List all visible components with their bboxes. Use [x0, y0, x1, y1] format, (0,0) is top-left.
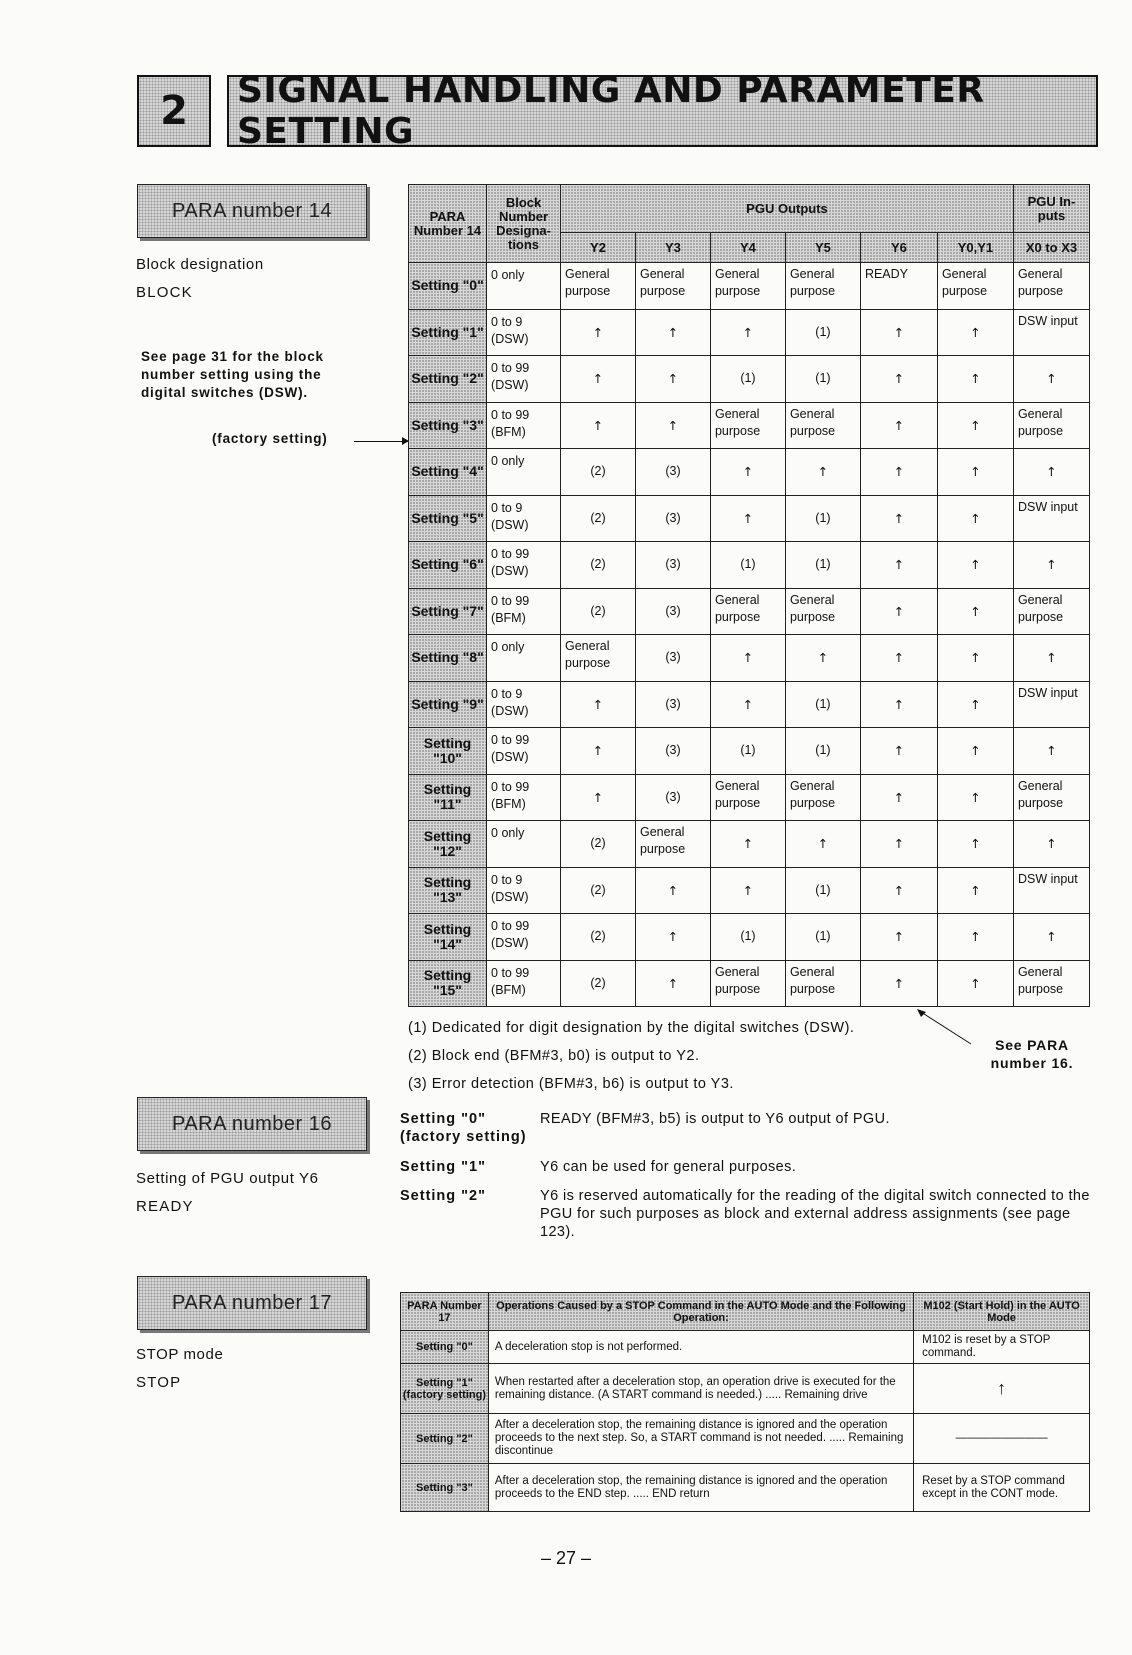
page-number: – 27 – — [540, 1548, 592, 1568]
setting-label: Setting "7" — [409, 588, 487, 635]
same-as-above-arrow-icon: ↑ — [561, 402, 636, 449]
table-row — [409, 263, 1090, 310]
same-as-above-arrow-icon: ↑ — [785, 449, 860, 496]
output-cell: (3) — [635, 681, 710, 728]
output-cell: General purpose — [785, 588, 860, 635]
para14-box — [137, 184, 367, 238]
para14-table — [408, 184, 1090, 1007]
block-range: 0 only — [487, 263, 561, 310]
output-cell: (3) — [635, 774, 710, 821]
setting-label: Setting "2" — [409, 356, 487, 403]
output-cell: General purpose — [785, 774, 860, 821]
output-cell: General purpose — [561, 263, 636, 310]
same-as-above-arrow-icon: ↑ — [1013, 728, 1089, 775]
setting-label: Setting "2" — [401, 1414, 489, 1464]
same-as-above-arrow-icon: ↑ — [1013, 449, 1089, 496]
output-cell: DSW input — [1013, 309, 1089, 356]
para17-label: STOP mode — [136, 1346, 224, 1363]
output-cell: General purpose — [710, 402, 785, 449]
column-header: Y4 — [710, 233, 785, 263]
table-row — [409, 402, 1090, 449]
para14-title: PARA number 14 — [171, 199, 333, 222]
setting-label: Setting "3" — [409, 402, 487, 449]
table-row — [409, 542, 1090, 589]
setting-label: Setting "15" — [409, 960, 487, 1007]
setting-label: Setting "0" — [409, 263, 487, 310]
same-as-above-arrow-icon: ↑ — [710, 309, 785, 356]
output-cell: (2) — [561, 821, 636, 868]
same-as-above-arrow-icon: ↑ — [785, 635, 860, 682]
table-row — [401, 1414, 1090, 1464]
output-cell: General purpose — [937, 263, 1013, 310]
block-range: 0 only — [487, 449, 561, 496]
setting-label: Setting "5" — [409, 495, 487, 542]
footnote-3: (3) Error detection (BFM#3, b6) is output to Y3. — [408, 1076, 734, 1092]
setting-label: Setting "10" — [409, 728, 487, 775]
output-cell: READY — [860, 263, 937, 310]
para17-box — [137, 1276, 367, 1330]
output-cell: (1) — [785, 356, 860, 403]
see-para-16: See PARA number 16. — [990, 1037, 1074, 1071]
t17-header-para: PARA Number 17 — [401, 1293, 489, 1331]
operation-description: When restarted after a deceleration stop, an operation drive is executed for the remaining distance. (A START command is needed.) ..... Remaining drive — [488, 1364, 913, 1414]
same-as-above-arrow-icon: ↑ — [710, 635, 785, 682]
setting-label: Setting "14" — [409, 914, 487, 961]
t17-header-m102: M102 (Start Hold) in the AUTO Mode — [914, 1293, 1090, 1331]
setting-label: Setting "1" — [409, 309, 487, 356]
same-as-above-arrow-icon: ↑ — [635, 914, 710, 961]
output-cell: (1) — [785, 867, 860, 914]
same-as-above-arrow-icon: ↑ — [1013, 356, 1089, 403]
same-as-above-arrow-icon: ↑ — [860, 449, 937, 496]
output-cell: General purpose — [710, 960, 785, 1007]
same-as-above-arrow-icon: ↑ — [914, 1364, 1090, 1414]
same-as-above-arrow-icon: ↑ — [860, 495, 937, 542]
same-as-above-arrow-icon: ↑ — [860, 681, 937, 728]
section-number: 2 — [160, 88, 188, 134]
output-cell: (1) — [710, 542, 785, 589]
header-pgu-inputs: PGU In- puts — [1013, 185, 1089, 233]
setting-label: Setting "0" — [401, 1331, 489, 1364]
same-as-above-arrow-icon: ↑ — [937, 309, 1013, 356]
header-para-number: PARA Number 14 — [409, 185, 487, 263]
same-as-above-arrow-icon: ↑ — [710, 495, 785, 542]
footnote-2: (2) Block end (BFM#3, b0) is output to Y2. — [408, 1048, 700, 1064]
same-as-above-arrow-icon: ↑ — [937, 495, 1013, 542]
table-row — [409, 681, 1090, 728]
same-as-above-arrow-icon: ↑ — [635, 867, 710, 914]
output-cell: (1) — [785, 728, 860, 775]
same-as-above-arrow-icon: ↑ — [860, 867, 937, 914]
para16-title: PARA number 16 — [171, 1112, 333, 1135]
same-as-above-arrow-icon: ↑ — [710, 681, 785, 728]
output-cell: General purpose — [785, 263, 860, 310]
output-cell: General purpose — [1013, 263, 1089, 310]
output-cell: General purpose — [1013, 774, 1089, 821]
same-as-above-arrow-icon: ↑ — [937, 449, 1013, 496]
same-as-above-arrow-icon: ↑ — [860, 960, 937, 1007]
output-cell: DSW input — [1013, 681, 1089, 728]
output-cell: (1) — [785, 914, 860, 961]
table-row — [409, 728, 1090, 775]
same-as-above-arrow-icon: ↑ — [937, 542, 1013, 589]
column-header: Y2 — [561, 233, 636, 263]
output-cell: (1) — [710, 356, 785, 403]
setting-label: Setting "4" — [409, 449, 487, 496]
see-para-pointer — [915, 1008, 975, 1048]
output-cell: (1) — [785, 542, 860, 589]
same-as-above-arrow-icon: ↑ — [937, 635, 1013, 682]
block-range: 0 only — [487, 635, 561, 682]
same-as-above-arrow-icon: ↑ — [710, 821, 785, 868]
block-range: 0 only — [487, 821, 561, 868]
para16-setting0-factory: (factory setting) — [400, 1129, 527, 1145]
same-as-above-arrow-icon: ↑ — [860, 542, 937, 589]
column-header: Y3 — [635, 233, 710, 263]
column-header: Y5 — [785, 233, 860, 263]
table-row — [409, 635, 1090, 682]
output-cell: General purpose — [785, 402, 860, 449]
output-cell: (3) — [635, 588, 710, 635]
column-header: Y6 — [860, 233, 937, 263]
para16-setting2-desc: Y6 is reserved automatically for the reading of the digital switch connected to the PGU for such purposes as block and external address assignments (see page 123). — [540, 1188, 1090, 1240]
same-as-above-arrow-icon: ↑ — [937, 867, 1013, 914]
para16-label: Setting of PGU output Y6 — [136, 1170, 319, 1187]
para14-label: Block designation — [136, 256, 264, 273]
same-as-above-arrow-icon: ↑ — [1013, 821, 1089, 868]
output-cell: DSW input — [1013, 867, 1089, 914]
same-as-above-arrow-icon: ↑ — [860, 774, 937, 821]
output-cell: (2) — [561, 495, 636, 542]
same-as-above-arrow-icon: ↑ — [860, 356, 937, 403]
output-cell: (3) — [635, 449, 710, 496]
same-as-above-arrow-icon: ↑ — [937, 402, 1013, 449]
output-cell: General purpose — [1013, 960, 1089, 1007]
same-as-above-arrow-icon: ↑ — [937, 914, 1013, 961]
operation-description: A deceleration stop is not performed. — [488, 1331, 913, 1364]
table-row — [409, 821, 1090, 868]
block-range: 0 to 99 (DSW) — [487, 728, 561, 775]
output-cell: General purpose — [1013, 588, 1089, 635]
output-cell: (2) — [561, 588, 636, 635]
section-title: SIGNAL HANDLING AND PARAMETER SETTING — [237, 70, 985, 152]
block-range: 0 to 9 (DSW) — [487, 495, 561, 542]
output-cell: (1) — [710, 914, 785, 961]
same-as-above-arrow-icon: ↑ — [937, 681, 1013, 728]
footnote-1: (1) Dedicated for digit designation by the digital switches (DSW). — [408, 1020, 855, 1036]
para16-setting2: Setting "2" — [400, 1188, 486, 1204]
table-row — [401, 1331, 1090, 1364]
block-range: 0 to 99 (BFM) — [487, 588, 561, 635]
output-cell: (2) — [561, 960, 636, 1007]
setting-label: Setting "11" — [409, 774, 487, 821]
m102-behavior: Reset by a STOP command except in the CONT mode. — [914, 1464, 1090, 1512]
operation-description: After a deceleration stop, the remaining distance is ignored and the operation proceeds to the END step. ..... END return — [488, 1464, 913, 1512]
setting-label: Setting "9" — [409, 681, 487, 728]
para17-table — [400, 1292, 1090, 1512]
output-cell: DSW input — [1013, 495, 1089, 542]
block-range: 0 to 9 (DSW) — [487, 681, 561, 728]
section-number-box — [137, 75, 211, 147]
same-as-above-arrow-icon: ↑ — [1013, 914, 1089, 961]
same-as-above-arrow-icon: ↑ — [860, 914, 937, 961]
same-as-above-arrow-icon: ↑ — [937, 588, 1013, 635]
column-header: X0 to X3 — [1013, 233, 1089, 263]
output-cell: (2) — [561, 914, 636, 961]
same-as-above-arrow-icon: ↑ — [635, 960, 710, 1007]
setting-label: Setting "12" — [409, 821, 487, 868]
para14-key: BLOCK — [136, 284, 193, 301]
same-as-above-arrow-icon: ↑ — [860, 728, 937, 775]
output-cell: (2) — [561, 542, 636, 589]
output-cell: (1) — [710, 728, 785, 775]
table-row — [409, 449, 1090, 496]
block-range: 0 to 9 (DSW) — [487, 867, 561, 914]
table-row — [401, 1364, 1090, 1414]
same-as-above-arrow-icon: ↑ — [937, 356, 1013, 403]
block-range: 0 to 9 (DSW) — [487, 309, 561, 356]
same-as-above-arrow-icon: ↑ — [860, 309, 937, 356]
not-applicable-dash: ———————— — [914, 1414, 1090, 1464]
same-as-above-arrow-icon: ↑ — [561, 774, 636, 821]
output-cell: General purpose — [710, 263, 785, 310]
para16-box — [137, 1097, 367, 1151]
header-block-number: Block Number Designa- tions — [487, 185, 561, 263]
block-range: 0 to 99 (DSW) — [487, 914, 561, 961]
same-as-above-arrow-icon: ↑ — [937, 728, 1013, 775]
same-as-above-arrow-icon: ↑ — [860, 821, 937, 868]
para16-setting0: Setting "0" — [400, 1111, 486, 1127]
para16-setting1-desc: Y6 can be used for general purposes. — [540, 1159, 797, 1175]
para17-key: STOP — [136, 1374, 182, 1391]
same-as-above-arrow-icon: ↑ — [860, 588, 937, 635]
para17-title: PARA number 17 — [171, 1291, 333, 1314]
output-cell: (2) — [561, 867, 636, 914]
same-as-above-arrow-icon: ↑ — [561, 309, 636, 356]
output-cell: (1) — [785, 681, 860, 728]
block-range: 0 to 99 (DSW) — [487, 356, 561, 403]
output-cell: (3) — [635, 728, 710, 775]
output-cell: (3) — [635, 635, 710, 682]
setting-label: Setting "3" — [401, 1464, 489, 1512]
output-cell: General purpose — [710, 588, 785, 635]
same-as-above-arrow-icon: ↑ — [710, 449, 785, 496]
same-as-above-arrow-icon: ↑ — [860, 402, 937, 449]
para14-note: See page 31 for the block number setting using the digital switches (DSW). — [141, 349, 324, 400]
section-title-box — [227, 70, 1098, 152]
block-range: 0 to 99 (BFM) — [487, 402, 561, 449]
setting-label: Setting "1" (factory setting) — [401, 1364, 489, 1414]
same-as-above-arrow-icon: ↑ — [860, 635, 937, 682]
operation-description: After a deceleration stop, the remaining distance is ignored and the operation proceeds to the next step. So, a START command is not needed. ..... Remaining discontinue — [488, 1414, 913, 1464]
same-as-above-arrow-icon: ↑ — [785, 821, 860, 868]
block-range: 0 to 99 (BFM) — [487, 774, 561, 821]
same-as-above-arrow-icon: ↑ — [635, 356, 710, 403]
setting-label: Setting "6" — [409, 542, 487, 589]
table-row — [409, 495, 1090, 542]
same-as-above-arrow-icon: ↑ — [561, 728, 636, 775]
para16-setting0-desc: READY (BFM#3, b5) is output to Y6 output of PGU. — [540, 1111, 890, 1127]
output-cell: (1) — [785, 495, 860, 542]
same-as-above-arrow-icon: ↑ — [1013, 542, 1089, 589]
output-cell: General purpose — [785, 960, 860, 1007]
setting-label: Setting "13" — [409, 867, 487, 914]
output-cell: (3) — [635, 542, 710, 589]
output-cell: General purpose — [561, 635, 636, 682]
table-row — [409, 588, 1090, 635]
output-cell: General purpose — [710, 774, 785, 821]
same-as-above-arrow-icon: ↑ — [937, 821, 1013, 868]
factory-setting-label: (factory setting) — [212, 431, 328, 446]
block-range: 0 to 99 (DSW) — [487, 542, 561, 589]
output-cell: (1) — [785, 309, 860, 356]
same-as-above-arrow-icon: ↑ — [561, 681, 636, 728]
same-as-above-arrow-icon: ↑ — [635, 402, 710, 449]
same-as-above-arrow-icon: ↑ — [561, 356, 636, 403]
same-as-above-arrow-icon: ↑ — [635, 309, 710, 356]
output-cell: (2) — [561, 449, 636, 496]
setting-label: Setting "8" — [409, 635, 487, 682]
table-row — [409, 914, 1090, 961]
table-row — [409, 960, 1090, 1007]
output-cell: (3) — [635, 495, 710, 542]
column-header: Y0,Y1 — [937, 233, 1013, 263]
para16-key: READY — [136, 1198, 194, 1215]
table-row — [409, 356, 1090, 403]
same-as-above-arrow-icon: ↑ — [1013, 635, 1089, 682]
table-row — [401, 1464, 1090, 1512]
block-range: 0 to 99 (BFM) — [487, 960, 561, 1007]
output-cell: General purpose — [635, 821, 710, 868]
table-row — [409, 867, 1090, 914]
m102-behavior: M102 is reset by a STOP command. — [914, 1331, 1090, 1364]
same-as-above-arrow-icon: ↑ — [710, 867, 785, 914]
header-pgu-outputs: PGU Outputs — [561, 185, 1014, 233]
output-cell: General purpose — [635, 263, 710, 310]
table-row — [409, 309, 1090, 356]
t17-header-operations: Operations Caused by a STOP Command in the AUTO Mode and the Following Operation: — [488, 1293, 913, 1331]
output-cell: General purpose — [1013, 402, 1089, 449]
same-as-above-arrow-icon: ↑ — [937, 774, 1013, 821]
same-as-above-arrow-icon: ↑ — [937, 960, 1013, 1007]
factory-arrow — [354, 441, 408, 442]
para16-setting1: Setting "1" — [400, 1159, 486, 1175]
table-row — [409, 774, 1090, 821]
